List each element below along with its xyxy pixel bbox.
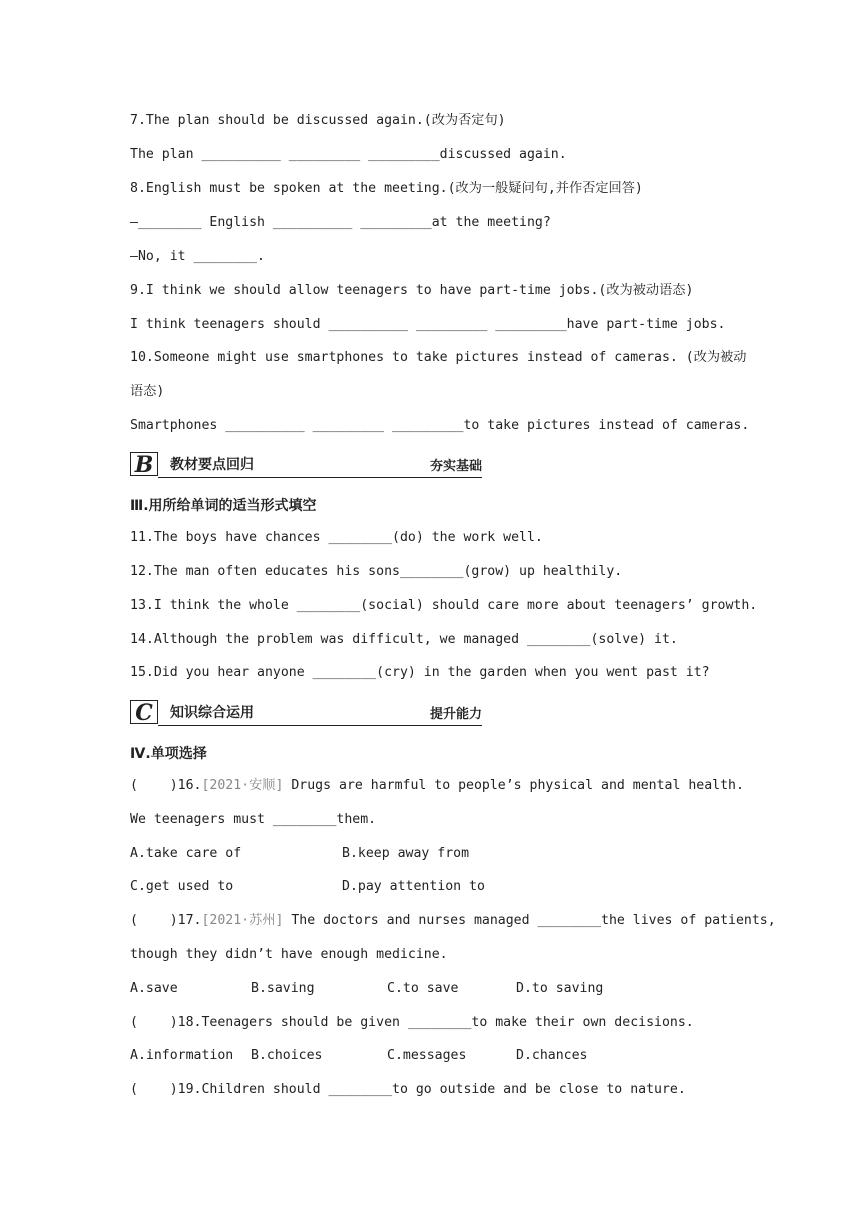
line-8-answer: —No, it ________. <box>130 249 265 264</box>
line-14: 14.Although the problem was difficult, we managed ________(solve) it. <box>130 632 678 647</box>
q17-option-a: A.save <box>130 981 178 996</box>
q16-option-b: B.keep away from <box>342 846 470 861</box>
line-10-answer: Smartphones __________ _________ _________to take pictures instead of cameras. <box>130 418 750 433</box>
section-c-rule <box>158 725 482 726</box>
q17-option-b: B.saving <box>251 981 315 996</box>
line-9: 9.I think we should allow teenagers to have part-time jobs.(改为被动语态) <box>130 283 694 298</box>
section-b-right: 夯实基础 <box>429 459 482 474</box>
section-b-title: 教材要点回归 <box>170 457 254 473</box>
q16-line1 <box>130 777 744 795</box>
q19-line1: ( )19.Children should ________to go outside and be close to nature. <box>130 1082 686 1097</box>
q17-prefix: ( )17. <box>130 913 202 928</box>
line-15: 15.Did you hear anyone ________(cry) in the garden when you went past it? <box>130 665 710 680</box>
q16-text: Drugs are harmful to people’s physical and mental health. <box>283 778 744 793</box>
line-8-question: —________ English __________ _________at the meeting? <box>130 215 551 230</box>
q18-option-d: D.chances <box>516 1048 588 1063</box>
section-b-rule <box>158 477 482 478</box>
q18-line1: ( )18.Teenagers should be given ________to make their own decisions. <box>130 1015 694 1030</box>
line-11: 11.The boys have chances ________(do) the work well. <box>130 530 543 545</box>
line-13: 13.I think the whole ________(social) should care more about teenagers’ growth. <box>130 598 758 613</box>
line-10: 10.Someone might use smartphones to take pictures instead of cameras. (改为被动 <box>130 350 747 365</box>
line-10-cont: 语态) <box>130 384 165 399</box>
q17-line2: though they didn’t have enough medicine. <box>130 947 448 962</box>
q16-ref: [2021·安顺] <box>201 778 284 793</box>
q17-text: The doctors and nurses managed ________the lives of patients, <box>283 913 776 928</box>
q16-prefix: ( )16. <box>130 778 202 793</box>
section-b-badge: B <box>130 452 158 476</box>
q17-option-c: C.to save <box>387 981 459 996</box>
line-7: 7.The plan should be discussed again.(改为否定句) <box>130 113 506 128</box>
q18-option-b: B.choices <box>251 1048 323 1063</box>
section-b-header <box>130 452 482 478</box>
line-8: 8.English must be spoken at the meeting.(改为一般疑问句,并作否定回答) <box>130 181 643 196</box>
section-c-title: 知识综合运用 <box>170 705 254 721</box>
heading-4: Ⅳ.单项选择 <box>130 746 207 762</box>
section-c-header <box>130 700 482 726</box>
heading-3: Ⅲ.用所给单词的适当形式填空 <box>130 498 317 514</box>
line-7-answer: The plan __________ _________ _________discussed again. <box>130 147 567 162</box>
q16-line2: We teenagers must ________them. <box>130 812 377 827</box>
q18-option-c: C.messages <box>387 1048 467 1063</box>
q18-option-a: A.information <box>130 1048 234 1063</box>
line-12: 12.The man often educates his sons________(grow) up healthily. <box>130 564 623 579</box>
q16-option-d: D.pay attention to <box>342 879 485 894</box>
q16-option-a: A.take care of <box>130 846 242 861</box>
q17-line1 <box>130 912 776 930</box>
section-c-badge: C <box>130 700 158 724</box>
q16-option-c: C.get used to <box>130 879 234 894</box>
q17-ref: [2021·苏州] <box>201 913 284 928</box>
q17-option-d: D.to saving <box>516 981 604 996</box>
line-9-answer: I think teenagers should __________ _________ _________have part-time jobs. <box>130 317 726 332</box>
section-c-right: 提升能力 <box>429 707 482 722</box>
